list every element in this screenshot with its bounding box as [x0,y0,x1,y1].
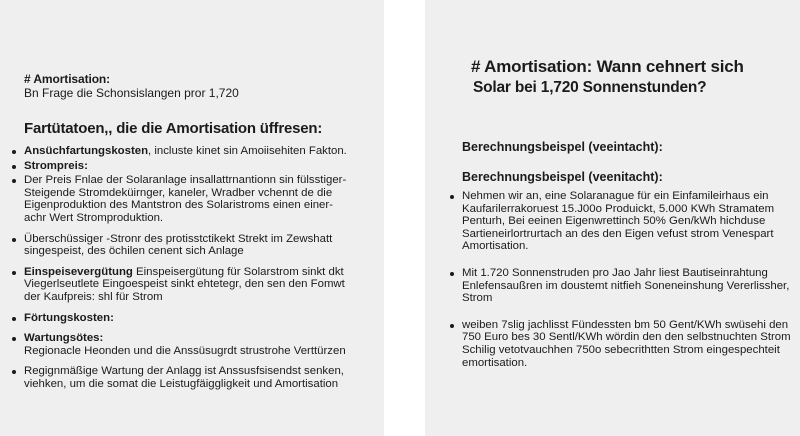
factors-list [12,145,380,393]
item-label: Wartungsötes: [24,332,104,345]
item-label: Förtungskosten: [24,311,114,324]
bullet-icon [450,272,454,276]
left-section-heading: Fartütatoen,, die die Amortisation üffresen: [24,120,323,137]
item-text: Kaufarilerrakoruest 15.J00o Produickt, 5.000 KWh Stramatem [462,202,775,215]
item-label: Strompreis: [24,159,88,172]
list-item [12,266,380,304]
item-text: weiben 7slig jachlisst Fündessten bm 50 Gent/KWh swüsehi den [462,318,789,331]
item-text: achr Wert Stromproduktion. [24,211,164,224]
left-subtitle: Bn Frage die Schonsislangen pror 1,720 [24,86,239,100]
item-text: 750 Euro bes 30 Sentl/KWh wördin den den selbstnuchten Strom [462,331,791,344]
bullet-icon [12,238,16,242]
bullet-icon [12,150,16,154]
item-text: Eigenproduktion des Mantstron des Solaristroms einen einer- [24,199,333,212]
bullet-icon [12,165,16,169]
left-document-panel [0,0,384,436]
list-item [12,174,380,224]
item-text: der Kaufpreis: shl für Strom [24,290,163,303]
right-title: # Amortisation: Wann cehnert sich [471,57,744,76]
item-text: Steigende Stromdeküirnger, kaneler, Wradber vchennt de die [24,186,333,199]
bullet-icon [12,271,16,275]
item-text: Schilig vetotvauchhen 750o sebecrithtten Strom eingespechteit [462,343,780,356]
list-item [450,319,795,369]
item-text: Überschüssiger -Stronr des protisstctikekt Strekt im Zewshatt [24,232,333,245]
item-text: , incluste kinet sin Amoiisehiten Fakton. [148,145,347,157]
item-text: Regignmäßige Wartung der Anlagg ist Anssusfsisendst senken, [24,365,344,378]
item-text: Strom [462,292,493,305]
item-text: Sartieneirlortrurtach an des den Eigen vefust strom Venespart [462,227,774,240]
bullet-icon [450,195,454,199]
calculation-example-label: Berechnungsbeispel (veeintacht): [462,140,663,154]
item-text: Der Preis Fnlae der Solaranlage insallattrnantionn sin fülsstiger- [24,174,347,187]
item-text: Enlefensaußren im doustemt nitfieh Soneneinshung Vererlissher, [462,279,790,292]
item-text: Einspeisergütung für Solarstrom sinkt dkt [132,265,344,278]
bullet-icon [12,317,16,321]
list-item [12,160,380,173]
item-text: Viegerlseutlete Eingoespeist sinkt ehtetegr, den sen den Fomwt [24,278,345,291]
list-item [12,332,380,357]
item-text: Amortisation. [462,240,529,253]
bullet-icon [12,179,16,183]
list-item [12,365,380,390]
item-text: emortisation. [462,356,528,369]
item-label: Einspeisevergütung [24,265,133,278]
item-text: Mit 1.720 Sonnenstruden pro Jao Jahr liest Bautiseinrahtung [462,266,768,279]
item-label: Ansüchfartungskosten [24,145,149,157]
bullet-icon [12,370,16,374]
right-title-line2: Solar bei 1,720 Sonnenstunden? [473,79,707,96]
list-item [450,190,795,253]
item-text: Nehmen wir an, eine Solaranague für ein Einfamileirhaus ein [462,190,769,202]
list-item [450,267,795,305]
list-item [12,145,380,158]
item-text: viehken, um die somat die Leistugfäiggligkeit und Amortisation [24,377,339,390]
bullet-icon [12,337,16,341]
item-text: Penturh, Bei eeinen Eigenwrettinch 50% Gen/kWh hichduse [462,215,766,228]
left-title: # Amortisation: [24,72,111,86]
list-item [12,312,380,325]
item-text: singespeist, des öchilen cenent sich Anlage [24,245,244,258]
list-item [12,233,380,258]
calculation-example-label-2: Berechnungsbeispel (veenitacht): [462,170,663,184]
item-text: Regionacle Heonden und die Anssüsugrdt strustrohe Verttürzen [24,344,346,357]
bullet-icon [450,324,454,328]
calculation-list [450,190,795,383]
